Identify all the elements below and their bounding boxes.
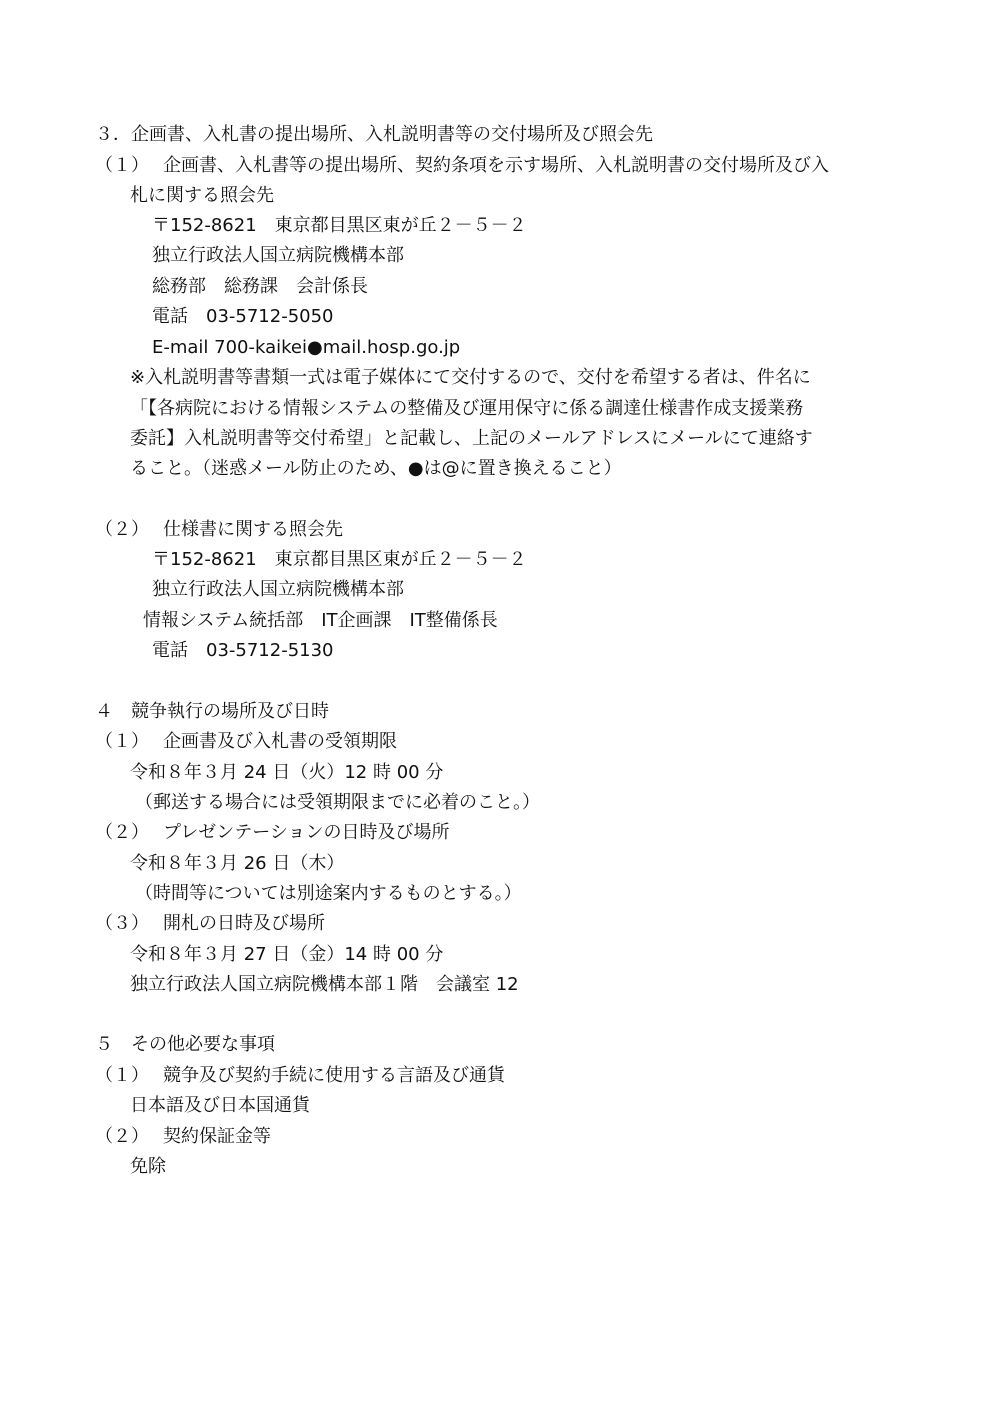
- note-line: ※入札説明書等書類一式は電子媒体にて交付するので、交付を希望する者は、件名に: [130, 367, 811, 388]
- item-value: 免除: [130, 1156, 166, 1177]
- note-line: ること。（迷惑メール防止のため、●は@に置き換えること）: [130, 458, 622, 479]
- opening-place: 独立行政法人国立病院機構本部１階 会議室 12: [130, 974, 519, 995]
- section-3-heading: ３．企画書、入札書の提出場所、入札説明書等の交付場所及び照会先: [95, 124, 653, 145]
- phone-number: 電話 03-5712-5130: [152, 640, 334, 661]
- deadline-date: 令和８年３月 24 日（火）12 時 00 分: [130, 762, 444, 783]
- organization-name: 独立行政法人国立病院機構本部: [152, 245, 404, 266]
- postal-address: 〒152-8621 東京都目黒区東が丘２－５－２: [152, 549, 527, 570]
- item-text-continued: 札に関する照会先: [130, 185, 274, 206]
- phone-number: 電話 03-5712-5050: [152, 306, 334, 327]
- item-note: （郵送する場合には受領期限までに必着のこと。）: [135, 792, 540, 813]
- item-label: （２）: [95, 519, 149, 540]
- email-address: E-mail 700-kaikei●mail.hosp.go.jp: [152, 337, 461, 358]
- department-name: 総務部 総務課 会計係長: [152, 276, 368, 297]
- item-label: （２）: [95, 822, 149, 843]
- presentation-date: 令和８年３月 26 日（木）: [130, 853, 345, 874]
- item-value: 日本語及び日本国通貨: [130, 1095, 310, 1116]
- note-line: 委託】入札説明書等交付希望」と記載し、上記のメールアドレスにメールにて連絡す: [130, 428, 813, 449]
- item-label: （２）: [95, 1126, 149, 1147]
- item-text: 開札の日時及び場所: [163, 913, 325, 934]
- item-text: 契約保証金等: [163, 1126, 271, 1147]
- item-text: プレゼンテーションの日時及び場所: [163, 822, 450, 843]
- organization-name: 独立行政法人国立病院機構本部: [152, 579, 404, 600]
- note-line: 「【各病院における情報システムの整備及び運用保守に係る調達仕様書作成支援業務: [130, 398, 804, 419]
- item-note: （時間等については別途案内するものとする。）: [135, 883, 522, 904]
- opening-date: 令和８年３月 27 日（金）14 時 00 分: [130, 944, 444, 965]
- section-5-heading: ５ その他必要な事項: [95, 1034, 275, 1055]
- postal-address: 〒152-8621 東京都目黒区東が丘２－５－２: [152, 215, 527, 236]
- item-label: （１）: [95, 155, 149, 176]
- item-label: （１）: [95, 731, 149, 752]
- item-text: 仕様書に関する照会先: [163, 519, 343, 540]
- section-4-heading: ４ 競争執行の場所及び日時: [95, 701, 329, 722]
- item-text: 競争及び契約手続に使用する言語及び通貨: [163, 1065, 505, 1086]
- department-name: 情報システム統括部 IT企画課 IT整備係長: [143, 610, 498, 631]
- item-text: 企画書及び入札書の受領期限: [163, 731, 397, 752]
- item-label: （３）: [95, 913, 149, 934]
- item-label: （１）: [95, 1065, 149, 1086]
- item-text: 企画書、入札書等の提出場所、契約条項を示す場所、入札説明書の交付場所及び入: [163, 155, 829, 176]
